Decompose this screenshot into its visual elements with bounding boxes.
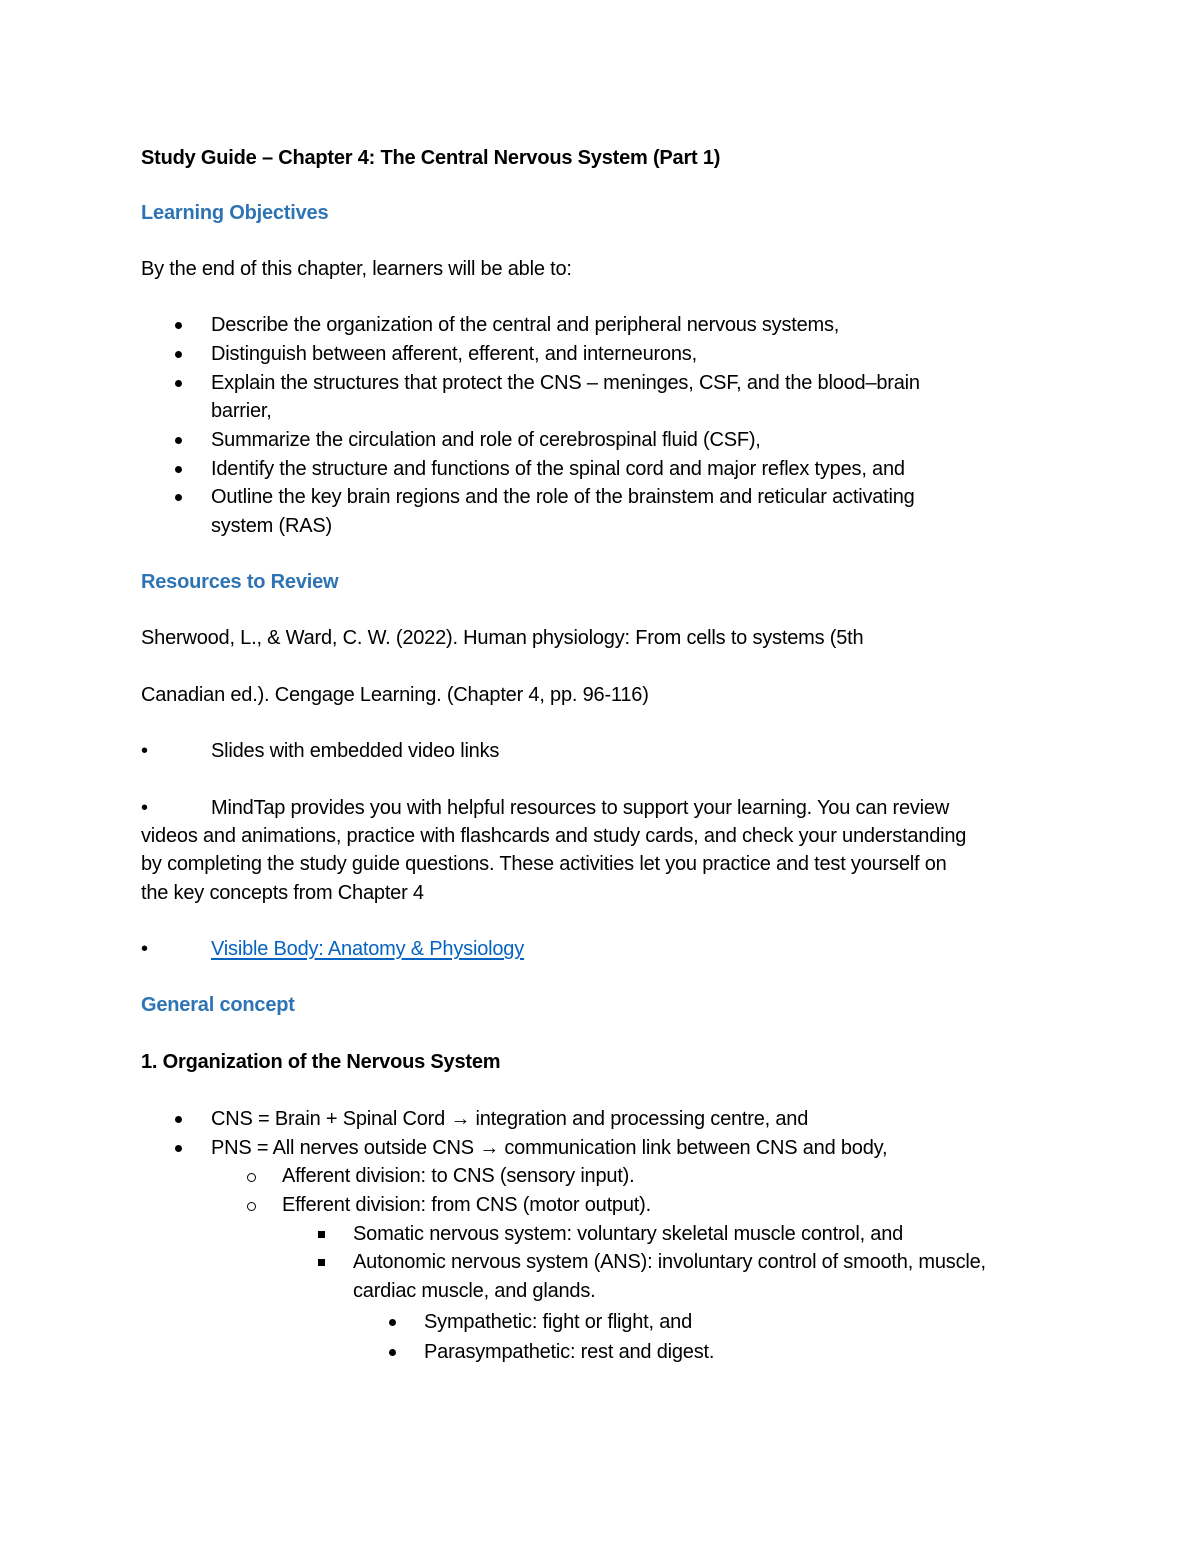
mindtap-line-2: videos and animations, practice with flashcards and study cards, and check your understanding: [141, 825, 967, 847]
learning-objectives-heading: Learning Objectives: [141, 202, 329, 224]
somatic-item: Somatic nervous system: voluntary skeletal muscle control, and: [353, 1223, 904, 1245]
bullet-dot-icon: [175, 380, 182, 387]
bullet-dot-icon: [175, 494, 182, 501]
bullet-dot-icon: [175, 322, 182, 329]
objective-item-2: Distinguish between afferent, efferent, and interneurons,: [211, 343, 697, 365]
document-title: Study Guide – Chapter 4: The Central Nervous System (Part 1): [141, 147, 721, 169]
citation-line-2: Canadian ed.). Cengage Learning. (Chapter 4, pp. 96-116): [141, 684, 649, 706]
bullet-circle-icon: [247, 1202, 256, 1211]
sympathetic-item: Sympathetic: fight or flight, and: [424, 1311, 692, 1333]
slides-item: Slides with embedded video links: [211, 740, 500, 762]
bullet-dot-icon: [389, 1349, 396, 1356]
bullet-circle-icon: [247, 1173, 256, 1182]
autonomic-item: Autonomic nervous system (ANS): involuntary control of smooth, muscle,: [353, 1251, 986, 1273]
objective-item-5: Identify the structure and functions of the spinal cord and major reflex types, and: [211, 458, 905, 480]
resources-heading: Resources to Review: [141, 571, 339, 593]
cns-item: CNS = Brain + Spinal Cord → integration and processing centre, and: [211, 1108, 809, 1130]
autonomic-item-cont: cardiac muscle, and glands.: [353, 1280, 596, 1302]
general-concept-heading: General concept: [141, 994, 295, 1016]
objective-item-6-cont: system (RAS): [211, 515, 332, 537]
bullet-dot-icon: [175, 1116, 182, 1123]
bullet-icon: •: [141, 797, 148, 819]
mindtap-line-1: MindTap provides you with helpful resources to support your learning. You can review: [211, 797, 950, 819]
pns-item: PNS = All nerves outside CNS → communication link between CNS and body,: [211, 1137, 888, 1159]
bullet-icon: •: [141, 938, 148, 960]
mindtap-line-4: the key concepts from Chapter 4: [141, 882, 424, 904]
objective-item-3-cont: barrier,: [211, 400, 272, 422]
bullet-dot-icon: [175, 351, 182, 358]
objective-item-4: Summarize the circulation and role of cerebrospinal fluid (CSF),: [211, 429, 761, 451]
objectives-intro: By the end of this chapter, learners will be able to:: [141, 258, 572, 280]
bullet-square-icon: [318, 1231, 325, 1238]
afferent-item: Afferent division: to CNS (sensory input).: [282, 1165, 635, 1187]
mindtap-line-3: by completing the study guide questions. These activities let you practice and test yourself on: [141, 853, 947, 875]
bullet-dot-icon: [389, 1319, 396, 1326]
bullet-icon: •: [141, 740, 148, 762]
efferent-item: Efferent division: from CNS (motor output).: [282, 1194, 651, 1216]
section-1-title: 1. Organization of the Nervous System: [141, 1051, 501, 1073]
visible-body-link[interactable]: Visible Body: Anatomy & Physiology: [211, 938, 525, 960]
objective-item-6: Outline the key brain regions and the role of the brainstem and reticular activating: [211, 486, 915, 508]
citation-line-1: Sherwood, L., & Ward, C. W. (2022). Human physiology: From cells to systems (5th: [141, 627, 864, 649]
objective-item-1: Describe the organization of the central and peripheral nervous systems,: [211, 314, 840, 336]
bullet-square-icon: [318, 1259, 325, 1266]
objective-item-3: Explain the structures that protect the CNS – meninges, CSF, and the blood–brain: [211, 372, 920, 394]
parasympathetic-item: Parasympathetic: rest and digest.: [424, 1341, 715, 1363]
bullet-dot-icon: [175, 466, 182, 473]
bullet-dot-icon: [175, 1145, 182, 1152]
bullet-dot-icon: [175, 437, 182, 444]
